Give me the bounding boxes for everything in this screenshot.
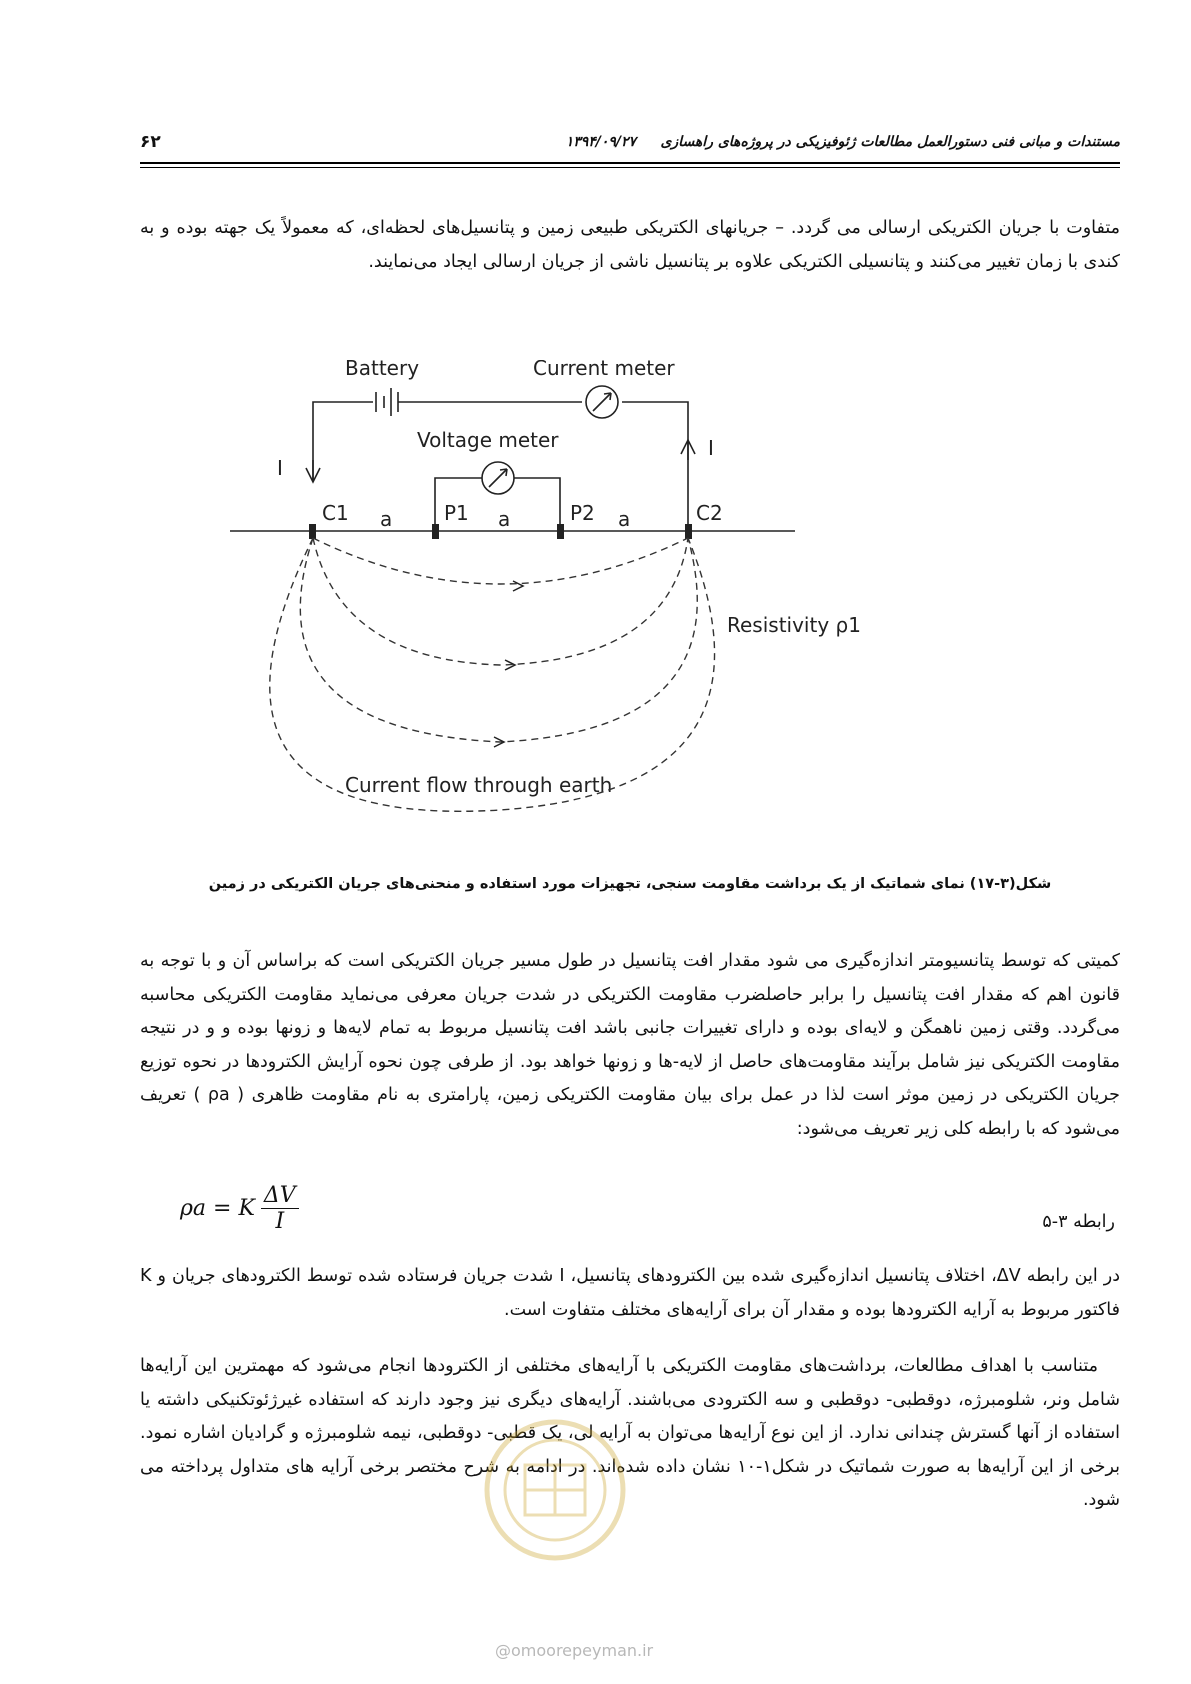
equation-lhs: ρa = K: [180, 1196, 255, 1221]
equation-fraction: [261, 1183, 299, 1234]
paragraph-1: متفاوت با جریان الکتریکی ارسالی می گردد. – جریانهای الکتریکی طبیعی زمین و پتانسیل‌های لحظه‌ای، که معمولاً یک جهته بوده و به کندی با زمان تغییر می‌کنند و پتانسیلی الکتریکی علاوه بر پتانسیل ناشی از جریان ارسالی ایجاد می‌نمایند.: [140, 218, 1120, 272]
resistivity-diagram: [230, 360, 960, 860]
arrow-up: [681, 440, 695, 460]
c1-label: C1: [322, 501, 349, 525]
p2-label: P2: [570, 501, 595, 525]
electrode-c2: [685, 524, 692, 539]
flow-line: [300, 538, 697, 742]
header-title-text: مستندات و مبانی فنی دستورالعمل مطالعات ژئوفیزیکی در پروژه‌های راهسازی: [660, 134, 1120, 150]
watermark-logo-icon: [480, 1410, 630, 1590]
flow-line: [313, 538, 688, 665]
spacing-label: a: [380, 507, 393, 531]
header-rule-thin: [140, 167, 1120, 168]
header-rule: [140, 162, 1120, 164]
current-meter-label: Current meter: [533, 360, 675, 380]
page-header: [140, 128, 1120, 168]
equation-denominator: I: [275, 1209, 285, 1234]
equation-label: رابطه ۳-۵: [1042, 1212, 1115, 1232]
electrode-c1: [309, 524, 316, 539]
voltage-meter-label: Voltage meter: [417, 428, 559, 452]
current-left-label: I: [277, 456, 283, 480]
paragraph-4: متناسب با اهداف مطالعات، برداشت‌های مقاومت الکتریکی با آرایه‌های مختلفی از الکترودها انجام می‌شود که مهمترین این آرایه‌ها شامل ونر، شلومبرژه، دوقطبی- دوقطبی و سه الکترودی می‌باشند. آرایه‌های دیگری نیز وجود دارند که استفاده غیرژئوتکنیکی داشته یا استفاده از آنها گسترش چندانی ندارد. از این نوع آرایه‌ها می‌توان به آرایه لی، یک قطبی- دوقطبی، نیمه شلومبرژه و گرادیان اشاره نمود. برخی از این آرایه‌ها به صورت شماتیک در شکل۱-۱۰ نشان داده شده‌اند. در ادامه به شرح مختصر برخی آرایه های متداول پرداخته می شود.: [140, 1356, 1120, 1510]
flow-line: [270, 538, 715, 811]
equation-numerator: ΔV: [261, 1183, 299, 1209]
arrow-down: [306, 460, 320, 482]
battery-label: Battery: [345, 360, 420, 380]
paragraph-2: کمیتی که توسط پتانسیومتر اندازه‌گیری می شود مقدار افت پتانسیل در طول مسیر جریان الکتریکی است که براساس آن و با توجه به قانون اهم که مقدار افت پتانسیل را برابر حاصلضرب مقاومت الکتریکی در شدت جریان معرفی می‌نماید مقاومت الکتریکی محاسبه می‌گردد. وقتی زمین ناهمگن و لایه‌ای بوده و دارای تغییرات جانبی باشد افت پتانسیل مربوط به تمام لایه‌ها و زونها بوده و و در نتیجه مقاومت الکتریکی نیز شامل برآیند مقاومت‌های حاصل از لایه-ها و زونها خواهد بود. از طرفی چون نحوه آرایش الکترودها در نحوه توزیع جریان الکتریکی در زمین موثر است لذا در عمل برای بیان مقاومت الکتریکی زمین، پارامتری به نام مقاومت ظاهری ( ρa ) تعریف می‌شود که با رابطه کلی زیر تعریف می‌شود:: [140, 951, 1120, 1139]
resistivity-label: Resistivity ρ1: [727, 613, 861, 637]
spacing-label: a: [498, 507, 511, 531]
c2-label: C2: [696, 501, 723, 525]
meter-needle: [593, 393, 611, 411]
watermark-site: @omoorepeyman.ir: [495, 1641, 654, 1660]
equation: [180, 1183, 299, 1234]
flow-line: [313, 538, 688, 584]
meter-needle: [489, 469, 507, 487]
flow-arrow: [513, 581, 523, 591]
spacing-label: a: [618, 507, 631, 531]
header-title: [566, 134, 1120, 150]
current-right-label: I: [708, 436, 714, 460]
electrode-p2: [557, 524, 564, 539]
paragraph-3: در این رابطه ΔV، اختلاف پتانسیل اندازه‌گیری شده بین الکترودهای پتانسیل، I شدت جریان فرستاده شده توسط الکترودهای جریان و K فاکتور مربوط به آرایه الکترودها بوده و مقدار آن برای آرایه‌های مختلف متفاوت است.: [140, 1266, 1120, 1320]
page-number: ۶۲: [140, 132, 161, 152]
electrode-p1: [432, 524, 439, 539]
flow-label: Current flow through earth: [345, 773, 613, 797]
header-date: ۱۳۹۴/۰۹/۲۷: [565, 134, 637, 150]
figure-caption: شکل(۳-۱۷) نمای شماتیک از یک برداشت مقاومت سنجی، تجهیزات مورد استفاده و منحنی‌های جریان الکتریکی در زمین: [208, 876, 1052, 892]
p1-label: P1: [444, 501, 469, 525]
